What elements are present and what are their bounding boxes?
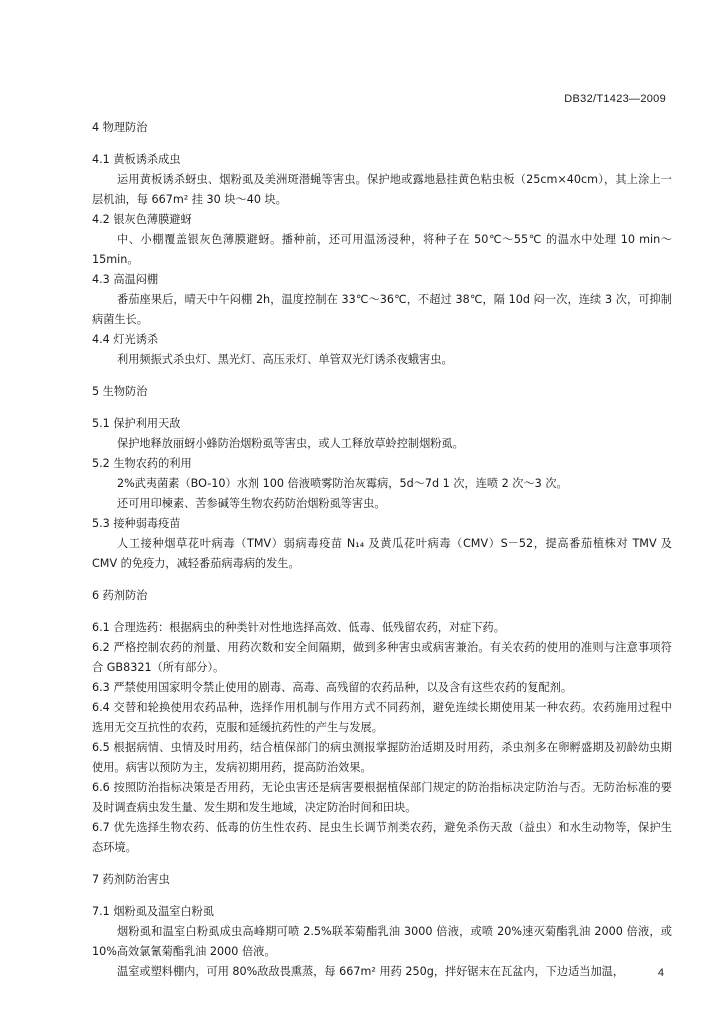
clause-item: 6.3 严禁使用国家明令禁止使用的剧毒、高毒、高残留的农药品种，以及含有这些农药的复配剂。 (92, 681, 573, 694)
subsection-heading: 5.2 生物农药的利用 (92, 457, 192, 470)
paragraph: 运用黄板诱杀蚜虫、烟粉虱及美洲斑潜蝇等害虫。保护地或露地悬挂黄色粘虫板（25cm×40cm），其上涂上一层机油，每 667m² 挂 30 块～40 块。 (92, 173, 672, 206)
subsection-heading: 4.3 高温闷棚 (92, 273, 159, 286)
clause-item: 6.4 交替和轮换使用农药品种，选择作用机制与作用方式不同药剂，避免连续长期使用某一种农药。农药施用过程中选用无交互抗性的农药，克服和延缓抗药性的产生与发展。 (92, 701, 672, 734)
subsection-heading: 4.1 黄板诱杀成虫 (92, 153, 181, 166)
clause-item: 6.2 严格控制农药的剂量、用药次数和安全间隔期，做到多种害虫或病害兼治。有关农药的使用的准则与注意事项符合 GB8321（所有部分）。 (92, 641, 672, 674)
document-number: DB32/T1423—2009 (564, 93, 666, 105)
paragraph: 温室或塑料棚内，可用 80%敌敌畏熏蒸，每 667m² 用药 250g，拌好锯末在瓦盆内，下边适当加温， (117, 965, 625, 978)
paragraph: 烟粉虱和温室白粉虱成虫高峰期可喷 2.5%联苯菊酯乳油 3000 倍液，或喷 20%速灭菊酯乳油 2000 倍液，或 10%高效氯氰菊酯乳油 2000 倍液。 (92, 925, 672, 958)
subsection-heading: 4.4 灯光诱杀 (92, 333, 159, 346)
section-heading: 6 药剂防治 (92, 589, 148, 602)
paragraph: 还可用印楝素、苦参碱等生物农药防治烟粉虱等害虫。 (117, 497, 386, 510)
clause-item: 6.1 合理选药：根据病虫的种类针对性地选择高效、低毒、低残留农药，对症下药。 (92, 621, 505, 634)
section-heading: 4 物理防治 (92, 121, 148, 134)
paragraph: 中、小棚覆盖银灰色薄膜避蚜。播种前，还可用温汤浸种，将种子在 50℃～55℃ 的温水中处理 10 min～15min。 (92, 233, 672, 266)
document-body (92, 118, 672, 982)
clause-item: 6.5 根据病情、虫情及时用药，结合植保部门的病虫测报掌握防治适期及时用药，杀虫剂多在卵孵盛期及初龄幼虫期使用。病害以预防为主，发病初期用药，提高防治效果。 (92, 741, 672, 774)
subsection-heading: 5.3 接种弱毒疫苗 (92, 517, 181, 530)
section-6 (92, 586, 672, 858)
paragraph: 2%武夷菌素（BO-10）水剂 100 倍液喷雾防治灰霉病，5d～7d 1 次，连喷 2 次～3 次。 (117, 477, 568, 490)
paragraph: 利用频振式杀虫灯、黑光灯、高压汞灯、单管双光灯诱杀夜蛾害虫。 (117, 353, 453, 366)
subsection-heading: 7.1 烟粉虱及温室白粉虱 (92, 905, 215, 918)
paragraph: 番茄座果后，晴天中午闷棚 2h，温度控制在 33℃～36℃，不超过 38℃，隔 10d 闷一次，连续 3 次，可抑制病菌生长。 (92, 293, 672, 326)
section-heading: 7 药剂防治害虫 (92, 873, 170, 886)
page-number: 4 (657, 967, 664, 979)
section-heading: 5 生物防治 (92, 385, 148, 398)
section-5 (92, 382, 672, 574)
paragraph: 保护地释放丽蚜小蜂防治烟粉虱等害虫，或人工释放草蛉控制烟粉虱。 (117, 437, 464, 450)
subsection-heading: 4.2 银灰色薄膜避蚜 (92, 213, 192, 226)
subsection-heading: 5.1 保护利用天敌 (92, 417, 181, 430)
section-4 (92, 118, 672, 370)
clause-item: 6.7 优先选择生物农药、低毒的仿生性农药、昆虫生长调节剂类农药，避免杀伤天敌（益虫）和水生动物等，保护生态环境。 (92, 821, 672, 854)
section-7 (92, 870, 672, 982)
paragraph: 人工接种烟草花叶病毒（TMV）弱病毒疫苗 N₁₄ 及黄瓜花叶病毒（CMV）S－52，提高番茄植株对 TMV 及 CMV 的免疫力，减轻番茄病毒病的发生。 (92, 537, 672, 570)
clause-item: 6.6 按照防治指标决策是否用药，无论虫害还是病害要根据植保部门规定的防治指标决定防治与否。无防治标准的要及时调查病虫发生量、发生期和发生地域，决定防治时间和田块。 (92, 781, 672, 814)
